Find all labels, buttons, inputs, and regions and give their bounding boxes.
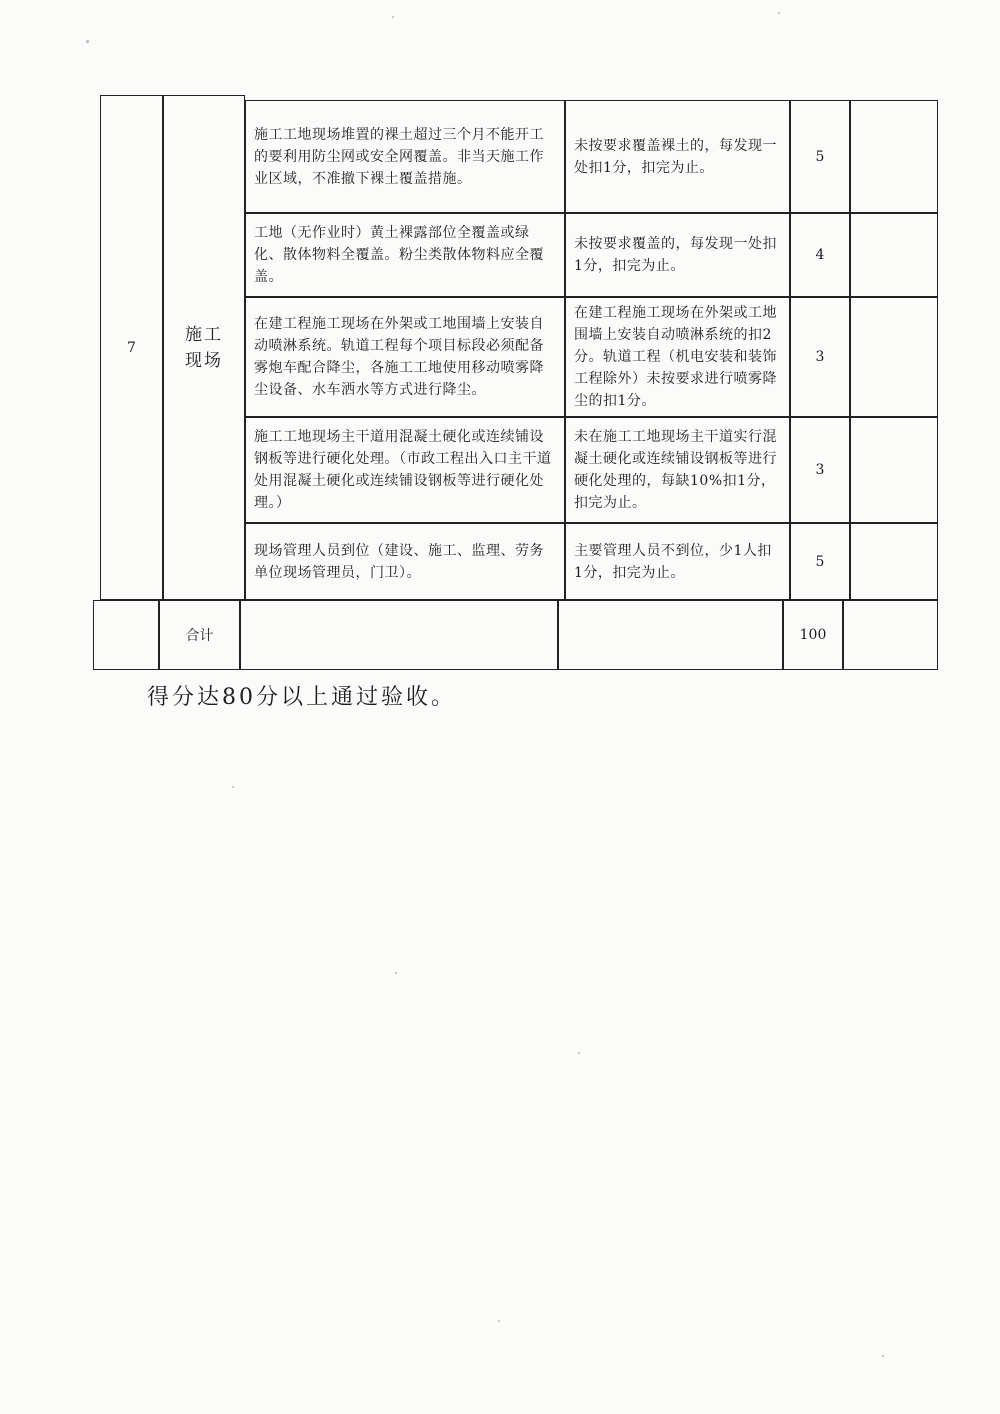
deduction-text: 未在施工工地现场主干道实行混凝土硬化或连续铺设钢板等进行硬化处理的，每缺10%扣1分，扣完为止。 bbox=[574, 429, 777, 511]
scan-speck bbox=[578, 1052, 580, 1054]
deduction-text: 在建工程施工现场在外架或工地围墙上安装自动喷淋系统的扣2分。轨道工程（机电安装和装饰工程除外）未按要求进行喷雾降尘的扣1分。 bbox=[574, 305, 777, 409]
total-label-cell bbox=[159, 600, 240, 670]
deduction-text: 未按要求覆盖的，每发现一处扣1分，扣完为止。 bbox=[574, 236, 777, 274]
score-cell bbox=[790, 523, 850, 600]
scoring-table bbox=[93, 95, 938, 670]
actual-score-cell bbox=[850, 417, 938, 523]
total-blank-cell bbox=[93, 600, 159, 670]
category-label: 施工现场 bbox=[185, 324, 223, 371]
requirement-text: 施工工地现场主干道用混凝土硬化或连续铺设钢板等进行硬化处理。（市政工程出入口主干道处用混凝土硬化或连续铺设钢板等进行硬化处理。） bbox=[254, 429, 552, 511]
score-cell bbox=[790, 417, 850, 523]
score-value: 3 bbox=[815, 462, 825, 478]
requirement-text: 在建工程施工现场在外架或工地围墙上安装自动喷淋系统。轨道工程每个项目标段必须配备雾炮车配合降尘，各施工工地使用移动喷雾降尘设备、水车洒水等方式进行降尘。 bbox=[254, 316, 544, 398]
deduction-text: 未按要求覆盖裸土的，每发现一处扣1分，扣完为止。 bbox=[574, 137, 777, 176]
actual-score-cell bbox=[850, 297, 938, 417]
deduction-cell bbox=[565, 523, 790, 600]
deduction-cell bbox=[565, 100, 790, 213]
actual-score-cell bbox=[850, 100, 938, 213]
score-cell bbox=[790, 213, 850, 297]
actual-score-cell bbox=[850, 213, 938, 297]
score-value: 5 bbox=[815, 553, 825, 570]
deduction-cell bbox=[565, 417, 790, 523]
score-cell bbox=[790, 297, 850, 417]
requirement-text: 施工工地现场堆置的裸土超过三个月不能开工的要利用防尘网或安全网覆盖。非当天施工作业区域，不准撤下裸土覆盖措施。 bbox=[254, 126, 544, 187]
actual-score-cell bbox=[850, 523, 938, 600]
deduction-cell bbox=[565, 297, 790, 417]
scan-speck bbox=[86, 40, 89, 43]
pass-criteria-note: 得分达80分以上通过验收。 bbox=[147, 685, 456, 710]
scan-speck bbox=[392, 16, 394, 18]
score-value: 5 bbox=[815, 148, 825, 165]
total-actual-blank bbox=[843, 600, 938, 670]
row-number-cell bbox=[100, 95, 163, 600]
total-deduction-blank bbox=[558, 600, 783, 670]
total-score: 100 bbox=[799, 627, 827, 643]
requirement-cell bbox=[245, 523, 565, 600]
score-value: 4 bbox=[815, 247, 825, 263]
requirement-cell bbox=[245, 213, 565, 297]
total-label: 合计 bbox=[185, 628, 214, 644]
score-cell bbox=[790, 100, 850, 213]
category-cell bbox=[163, 95, 245, 600]
requirement-cell bbox=[245, 100, 565, 213]
row-number: 7 bbox=[127, 339, 136, 356]
requirement-text: 工地（无作业时）黄土裸露部位全覆盖或绿化、散体物料全覆盖。粉尘类散体物料应全覆盖。 bbox=[254, 225, 544, 285]
requirement-text: 现场管理人员到位（建设、施工、监理、劳务单位现场管理员，门卫）。 bbox=[254, 542, 544, 581]
scan-speck bbox=[232, 786, 234, 788]
scan-speck bbox=[395, 972, 397, 974]
scan-speck bbox=[498, 1320, 500, 1322]
scan-speck bbox=[778, 12, 780, 14]
total-requirement-blank bbox=[240, 600, 558, 670]
requirement-cell bbox=[245, 297, 565, 417]
scan-speck bbox=[882, 1355, 884, 1357]
deduction-text: 主要管理人员不到位，少1人扣1分，扣完为止。 bbox=[574, 542, 772, 581]
score-value: 3 bbox=[815, 349, 825, 365]
deduction-cell bbox=[565, 213, 790, 297]
total-score-cell bbox=[783, 600, 843, 670]
requirement-cell bbox=[245, 417, 565, 523]
